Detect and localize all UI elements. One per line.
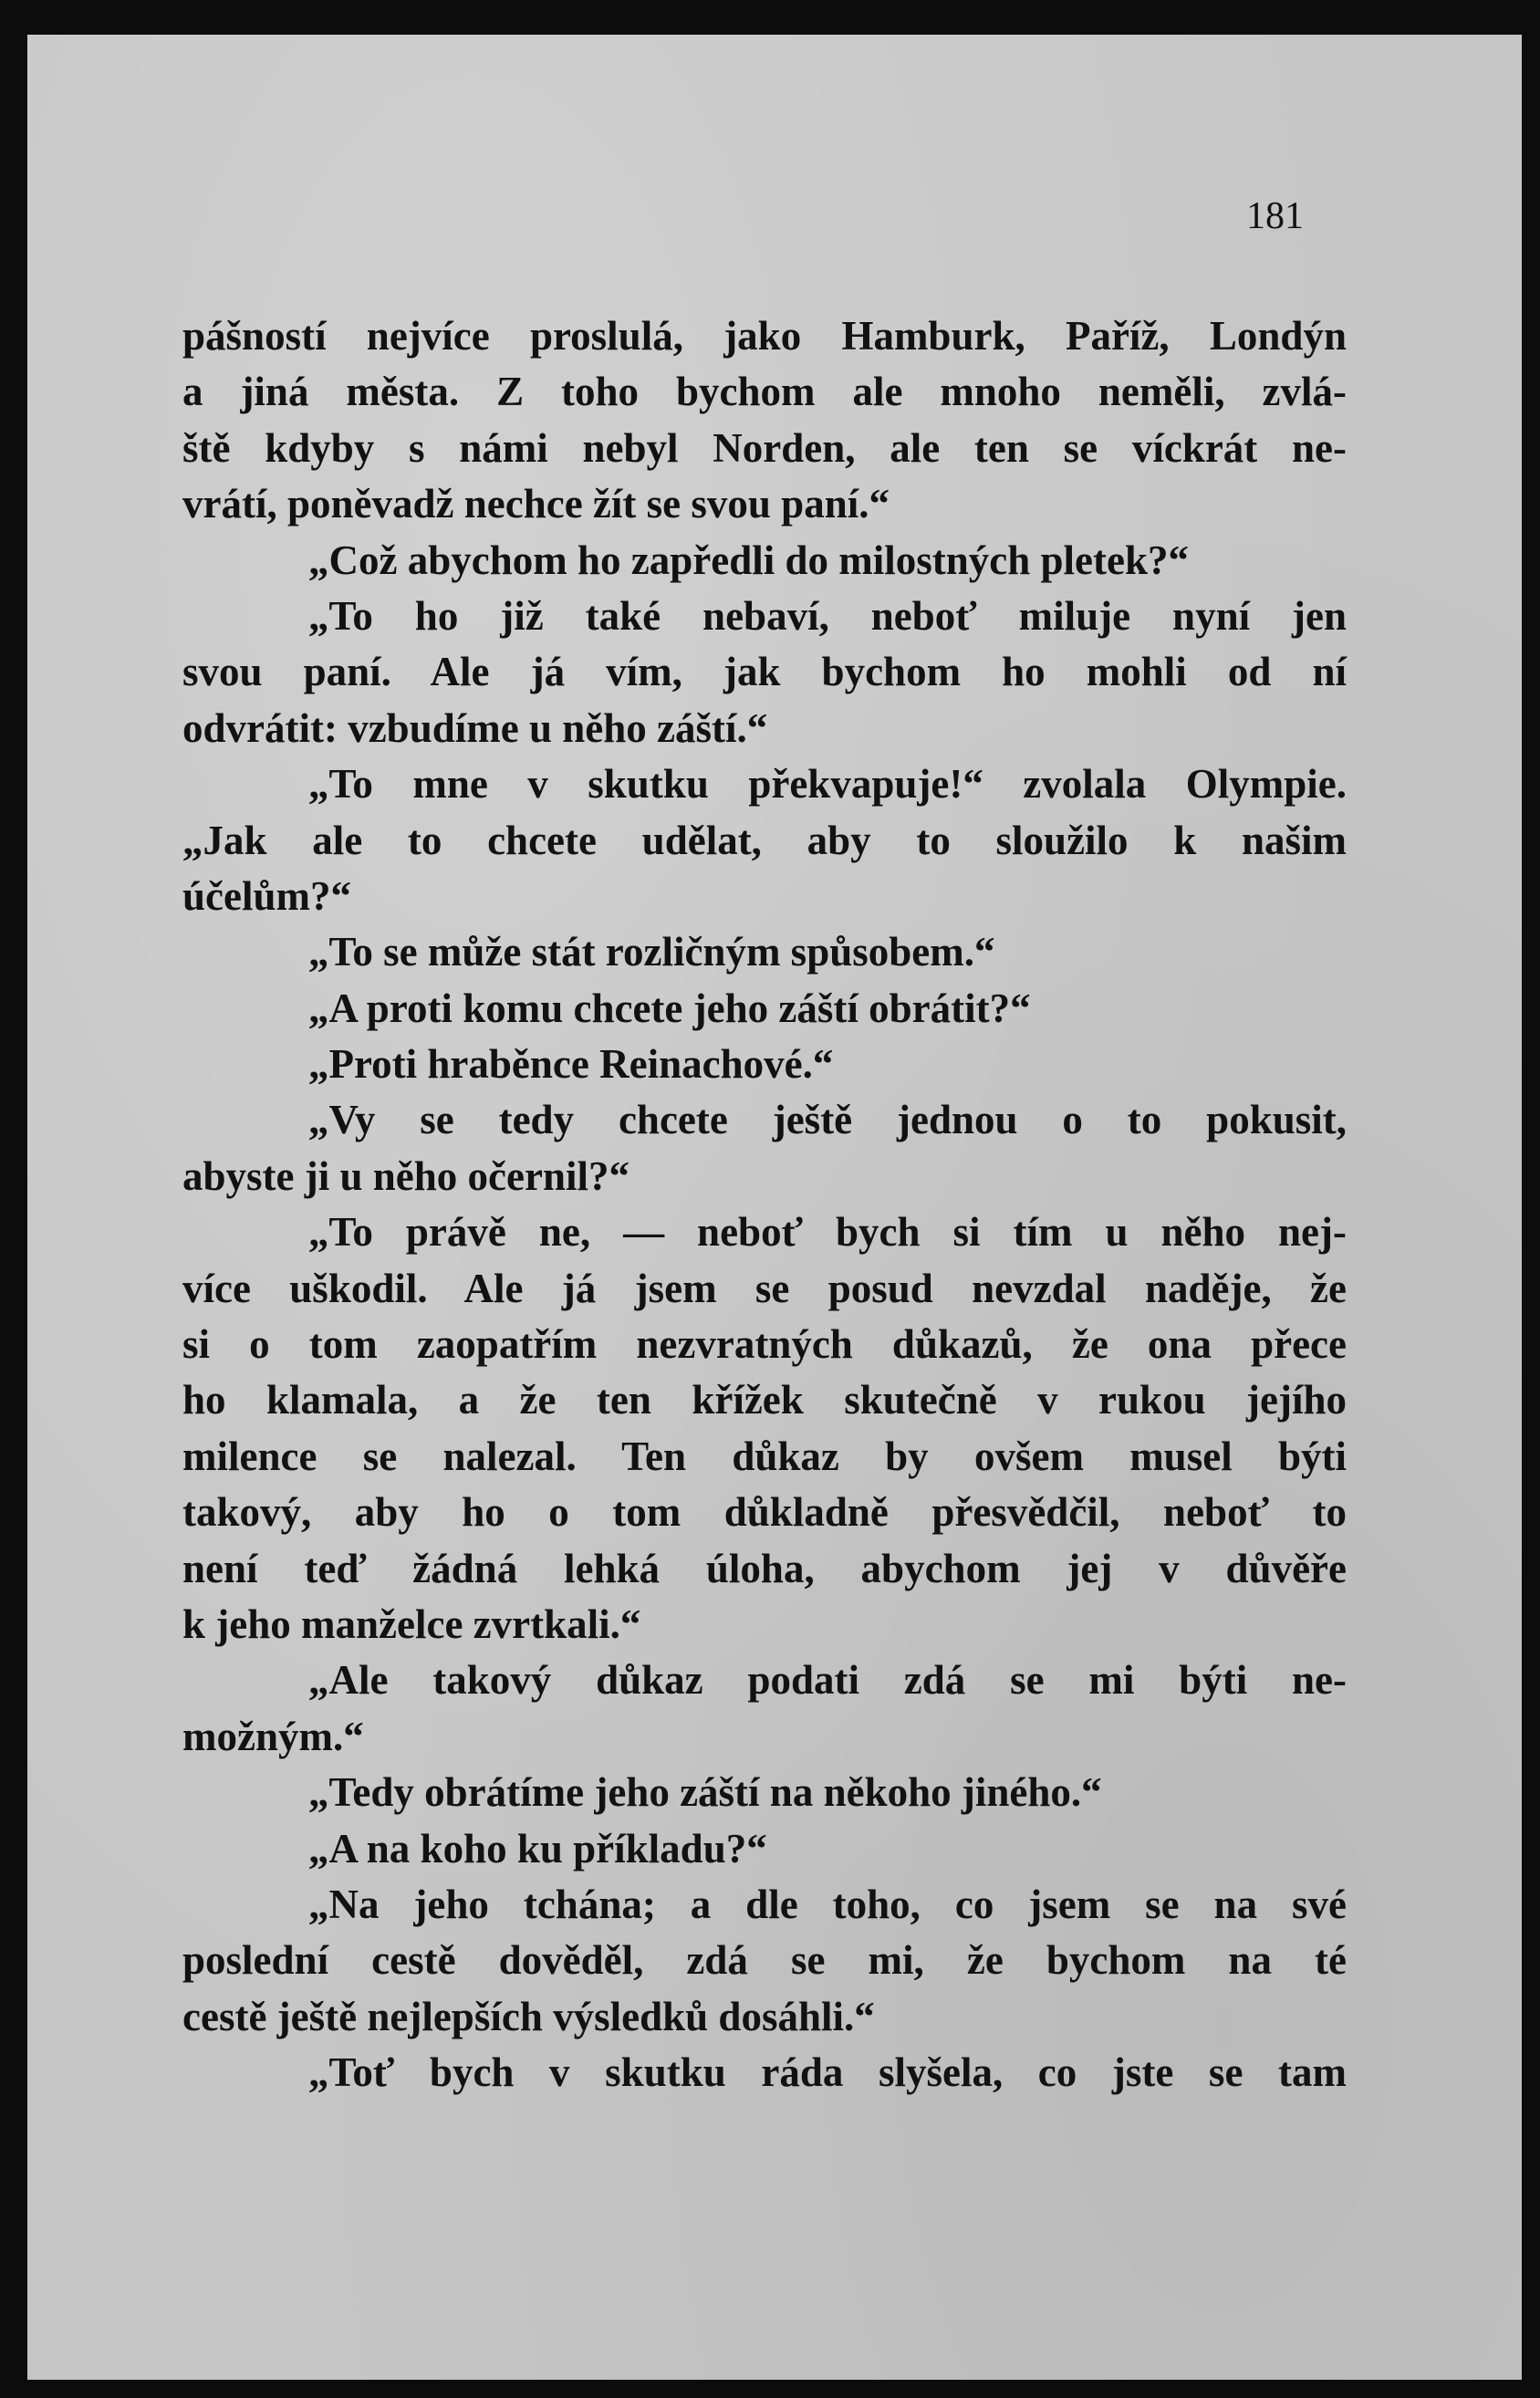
text-line: odvrátit: vzbudíme u něho záští.“ <box>182 704 768 751</box>
text-line: „A na koho ku příkladu?“ <box>308 1825 767 1871</box>
text-line: „Vy se tedy chcete ještě jednou o to pokusit, <box>308 1097 1347 1143</box>
text-line: cestě ještě nejlepších výsledků dosáhli.“ <box>182 1993 875 2039</box>
text-line: svou paní. Ale já vím, jak bychom ho mohli od ní <box>182 649 1347 695</box>
text-line: si o tom zaopatřím nezvratných důkazů, že ona přece <box>182 1321 1347 1368</box>
text-line: „Na jeho tchána; a dle toho, co jsem se na své <box>308 1881 1347 1927</box>
text-line: „A proti komu chcete jeho záští obrátit?“ <box>308 985 1031 1031</box>
text-line: více uškodil. Ale já jsem se posud nevzdal naděje, že <box>182 1265 1347 1311</box>
text-line: abyste ji u něho očernil?“ <box>182 1152 630 1199</box>
text-line: „Což abychom ho zapředli do milostných pletek?“ <box>308 537 1190 583</box>
text-line: „To se může stát rozličným spůsobem.“ <box>308 929 995 975</box>
text-line: „To právě ne, — neboť bych si tím u něho nej- <box>308 1209 1347 1256</box>
text-line: „Ale takový důkaz podati zdá se mi býti ne- <box>308 1657 1347 1704</box>
text-line: vrátí, poněvadž nechce žít se svou paní.“ <box>182 481 890 527</box>
text-line: poslední cestě dověděl, zdá se mi, že bychom na té <box>182 1937 1347 1984</box>
text-line: „To mne v skutku překvapuje!“ zvolala Olympie. <box>308 761 1347 808</box>
text-line: ště kdyby s námi nebyl Norden, ale ten se víckrát ne- <box>182 424 1347 471</box>
text-line: milence se nalezal. Ten důkaz by ovšem musel býti <box>182 1433 1347 1479</box>
text-line: a jiná města. Z toho bychom ale mnoho neměli, zvlá- <box>182 369 1347 415</box>
text-line: k jeho manželce zvrtkali.“ <box>182 1600 641 1647</box>
text-line: „Toť bych v skutku ráda slyšela, co jste se tam <box>308 2049 1347 2096</box>
page-text <box>182 308 1347 2101</box>
text-line: „Tedy obrátíme jeho záští na někoho jiného.“ <box>308 1769 1102 1816</box>
book-page <box>27 35 1522 2380</box>
text-line: takový, aby ho o tom důkladně přesvědčil, neboť to <box>182 1489 1347 1536</box>
text-line: pášností nejvíce proslulá, jako Hamburk, Paříž, Londýn <box>182 313 1347 359</box>
text-line: „Jak ale to chcete udělat, aby to sloužilo k našim <box>182 817 1347 863</box>
text-line: účelům?“ <box>182 872 351 919</box>
page-number: 181 <box>1246 195 1304 237</box>
text-line: možným.“ <box>182 1713 364 1759</box>
text-line: není teď žádná lehká úloha, abychom jej v důvěře <box>182 1545 1347 1591</box>
text-line: „To ho již také nebaví, neboť miluje nyní jen <box>308 592 1347 639</box>
text-line: „Proti hraběnce Reinachové.“ <box>308 1041 834 1088</box>
text-line: ho klamala, a že ten křížek skutečně v rukou jejího <box>182 1377 1347 1423</box>
